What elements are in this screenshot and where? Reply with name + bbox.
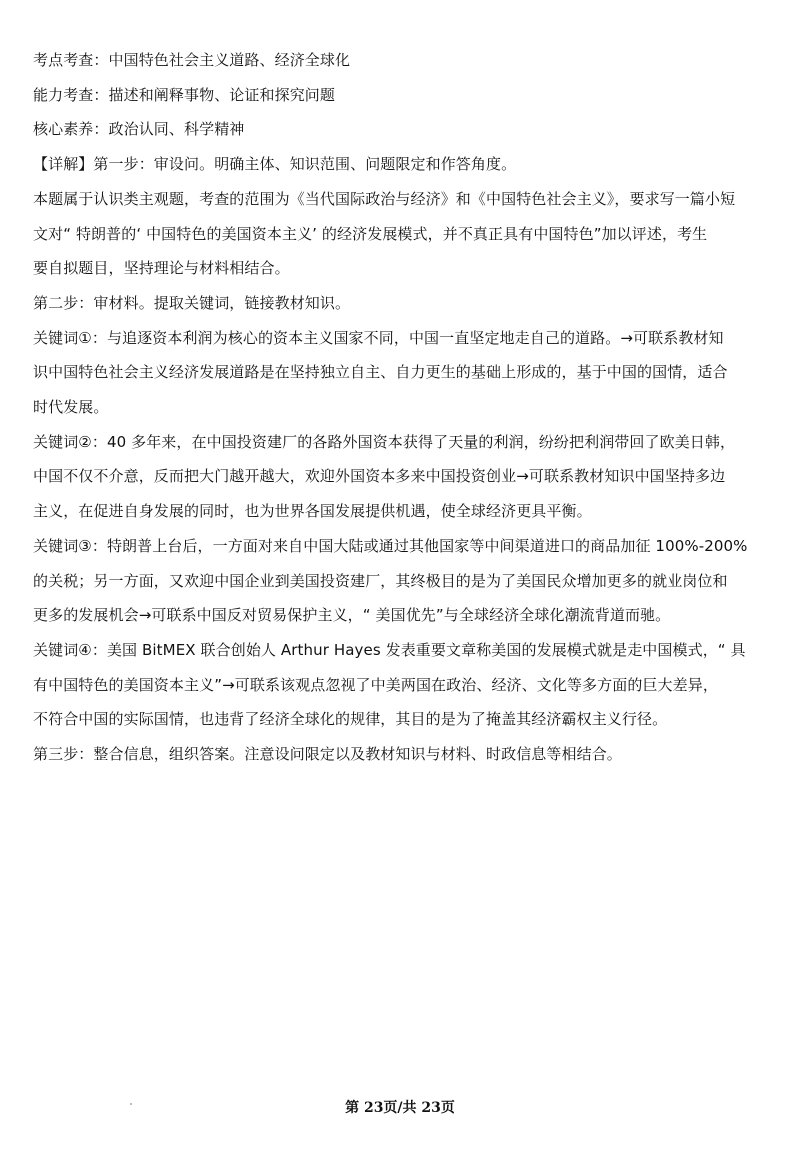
text-line: 【详解】第一步：审设问。明确主体、知识范围、问题限定和作答角度。 [33,155,517,174]
text-line: 第三步：整合信息，组织答案。注意设问限定以及教材知识与材料、时政信息等相结合。 [33,745,622,764]
text-line: 关键词④：美国 BitMEX 联合创始人 Arthur Hayes 发表重要文章称美国的发展模式就是走中国模式，“ 具 [33,640,746,659]
text-line: 识中国特色社会主义经济发展道路是在坚持独立自主、自力更生的基础上形成的，基于中国的国情，适合 [33,363,728,382]
text-line: 关键词③：特朗普上台后，一方面对来自中国大陆或通过其他国家等中间渠道进口的商品加征 100%-200% [33,536,748,555]
text-line: 的关税；另一方面，又欢迎中国企业到美国投资建厂，其终极目的是为了美国民众增加更多的就业岗位和 [33,571,728,590]
text-line: 能力考查：描述和阐释事物、论证和探究问题 [33,85,336,104]
text-line: 关键词②：40 多年来，在中国投资建厂的各路外国资本获得了天量的利润，纷纷把利润带回了欧美日韩， [33,432,736,451]
text-line: 文对“ 特朗普的‘ 中国特色的美国资本主义’ 的经济发展模式，并不真正具有中国特色”加以评述，考生 [33,224,708,243]
text-line: 要自拟题目，坚持理论与材料相结合。 [33,259,290,278]
text-line: 第二步：审材料。提取关键词，链接教材知识。 [33,293,351,312]
text-line: 时代发展。 [33,398,109,417]
document-body [33,43,773,772]
text-line: 中国不仅不介意，反而把大门越开越大，欢迎外国资本多来中国投资创业→可联系教材知识中国坚持多边 [33,467,726,486]
text-line: 核心素养：政治认同、科学精神 [33,120,245,139]
text-line: 不符合中国的实际国情，也违背了经济全球化的规律，其目的是为了掩盖其经济霸权主义行径。 [33,710,668,729]
text-line: 更多的发展机会→可联系中国反对贸易保护主义，“ 美国优先”与全球经济全球化潮流背道而驰。 [33,606,671,625]
page-number: 第 23页/共 23页 [345,1100,455,1116]
text-line: 有中国特色的美国资本主义”→可联系该观点忽视了中美两国在政治、经济、文化等多方面的巨大差异， [33,675,718,694]
text-line: 本题属于认识类主观题，考查的范围为《当代国际政治与经济》和《中国特色社会主义》，要求写一篇小短 [33,189,736,208]
text-line: 考点考查：中国特色社会主义道路、经济全球化 [33,51,351,69]
text-line: 关键词①：与追逐资本利润为核心的资本主义国家不同，中国一直坚定地走自己的道路。→可联系教材知 [33,328,724,347]
text-line: 主义，在促进自身发展的同时，也为世界各国发展提供机遇，使全球经济更具平衡。 [33,502,592,521]
